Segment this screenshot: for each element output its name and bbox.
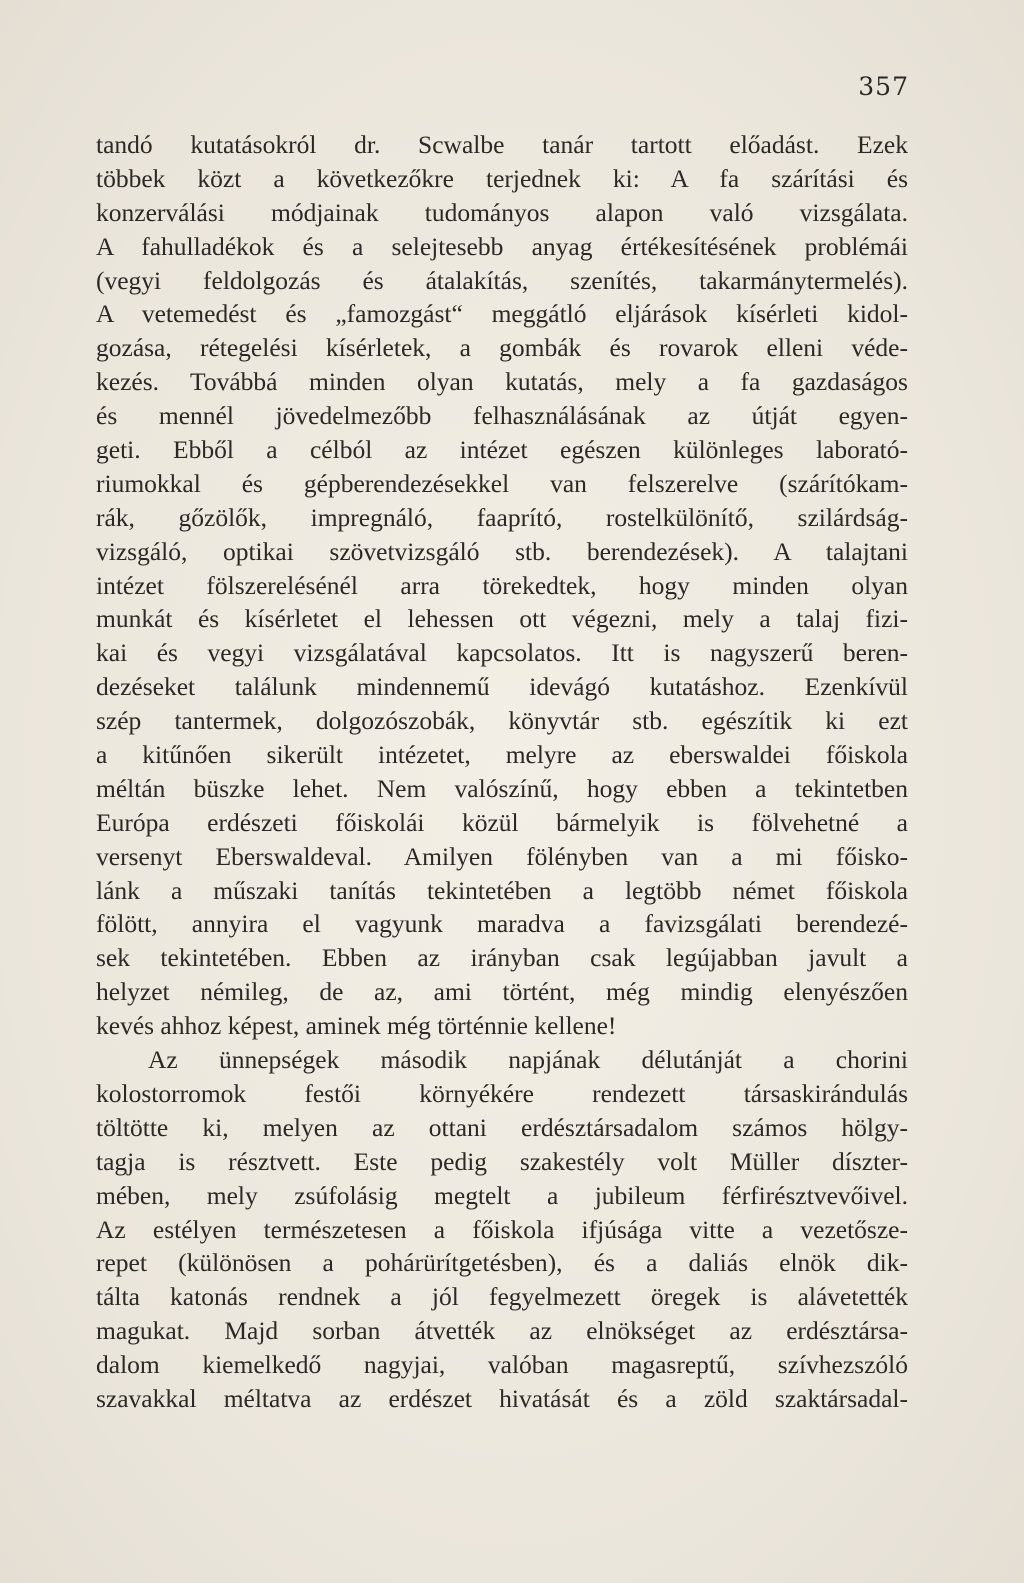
- text-line: fölött, annyira el vagyunk maradva a favizsgálati berendezé-: [96, 909, 908, 939]
- text-line: dezéseket találunk mindennemű idevágó kutatáshoz. Ezenkívül: [96, 672, 908, 702]
- text-line: repet (különösen a pohárürítgetésben), és a daliás elnök dik-: [96, 1248, 908, 1278]
- page-number: 357: [858, 72, 909, 101]
- text-line: dalom kiemelkedő nagyjai, valóban magasreptű, szívhezszóló: [96, 1350, 908, 1380]
- text-line: (vegyi feldolgozás és átalakítás, szenítés, takarmánytermelés).: [96, 265, 908, 295]
- body-text: [96, 128, 908, 1416]
- text-line: lánk a műszaki tanítás tekintetében a legtöbb német főiskola: [96, 875, 908, 905]
- text-line: vizsgáló, optikai szövetvizsgáló stb. berendezések). A talajtani: [96, 536, 908, 566]
- text-line: szép tantermek, dolgozószobák, könyvtár stb. egészítik ki ezt: [96, 706, 908, 736]
- text-line: mében, mely zsúfolásig megtelt a jubileum férfirésztvevőivel.: [96, 1180, 908, 1210]
- paragraph: [96, 1043, 908, 1416]
- text-line: és mennél jövedelmezőbb felhasználásának az útját egyen-: [96, 401, 908, 431]
- text-line: a kitűnően sikerült intézetet, melyre az eberswaldei főiskola: [96, 740, 908, 770]
- text-line: kezés. Továbbá minden olyan kutatás, mely a fa gazdaságos: [96, 367, 908, 397]
- text-line: munkát és kísérletet el lehessen ott végezni, mely a talaj fizi-: [96, 604, 908, 634]
- text-line: helyzet némileg, de az, ami történt, még mindig elenyészően: [96, 977, 908, 1007]
- text-line: A vetemedést és „famozgást“ meggátló eljárások kísérleti kidol-: [96, 299, 908, 329]
- text-line: magukat. Majd sorban átvették az elnökséget az erdésztársa-: [96, 1316, 908, 1346]
- text-line: töltötte ki, melyen az ottani erdésztársadalom számos hölgy-: [96, 1112, 908, 1142]
- text-line: gozása, rétegelési kísérletek, a gombák és rovarok elleni véde-: [96, 333, 908, 363]
- text-line: intézet fölszerelésénél arra törekedtek, hogy minden olyan: [96, 570, 908, 600]
- text-line: geti. Ebből a célból az intézet egészen különleges laborató-: [96, 435, 908, 465]
- text-line: tálta katonás rendnek a jól fegyelmezett öregek is alávetették: [96, 1282, 908, 1312]
- text-line: szavakkal méltatva az erdészet hivatását és a zöld szaktársadal-: [96, 1383, 908, 1413]
- text-line: konzerválási módjainak tudományos alapon való vizsgálata.: [96, 197, 908, 227]
- text-line: sek tekintetében. Ebben az irányban csak legújabban javult a: [96, 943, 908, 973]
- text-line: Az estélyen természetesen a főiskola ifjúsága vitte a vezetősze-: [96, 1214, 908, 1244]
- paragraph: [96, 128, 908, 1043]
- text-line: A fahulladékok és a selejtesebb anyag értékesítésének problémái: [96, 231, 908, 261]
- text-line: riumokkal és gépberendezésekkel van felszerelve (szárítókam-: [96, 468, 908, 498]
- text-line: többek közt a következőkre terjednek ki: A fa szárítási és: [96, 163, 908, 193]
- text-line: tandó kutatásokról dr. Scwalbe tanár tartott előadást. Ezek: [96, 130, 908, 159]
- text-line: versenyt Eberswaldeval. Amilyen fölényben van a mi főisko-: [96, 841, 908, 871]
- text-line: tagja is résztvett. Este pedig szakestély volt Müller díszter-: [96, 1146, 908, 1176]
- text-line: méltán büszke lehet. Nem valószínű, hogy ebben a tekintetben: [96, 773, 908, 803]
- text-line: Európa erdészeti főiskolái közül bármelyik is fölvehetné a: [96, 807, 908, 837]
- text-line: kevés ahhoz képest, aminek még történnie kellene!: [96, 1011, 617, 1041]
- text-line: Az ünnepségek második napjának délutánját a chorini: [148, 1045, 908, 1075]
- text-line: rák, gőzölők, impregnáló, faaprító, rostelkülönítő, szilárdság-: [96, 502, 908, 532]
- text-line: kolostorromok festői környékére rendezett társaskirándulás: [96, 1078, 908, 1108]
- text-line: kai és vegyi vizsgálatával kapcsolatos. Itt is nagyszerű beren-: [96, 638, 908, 668]
